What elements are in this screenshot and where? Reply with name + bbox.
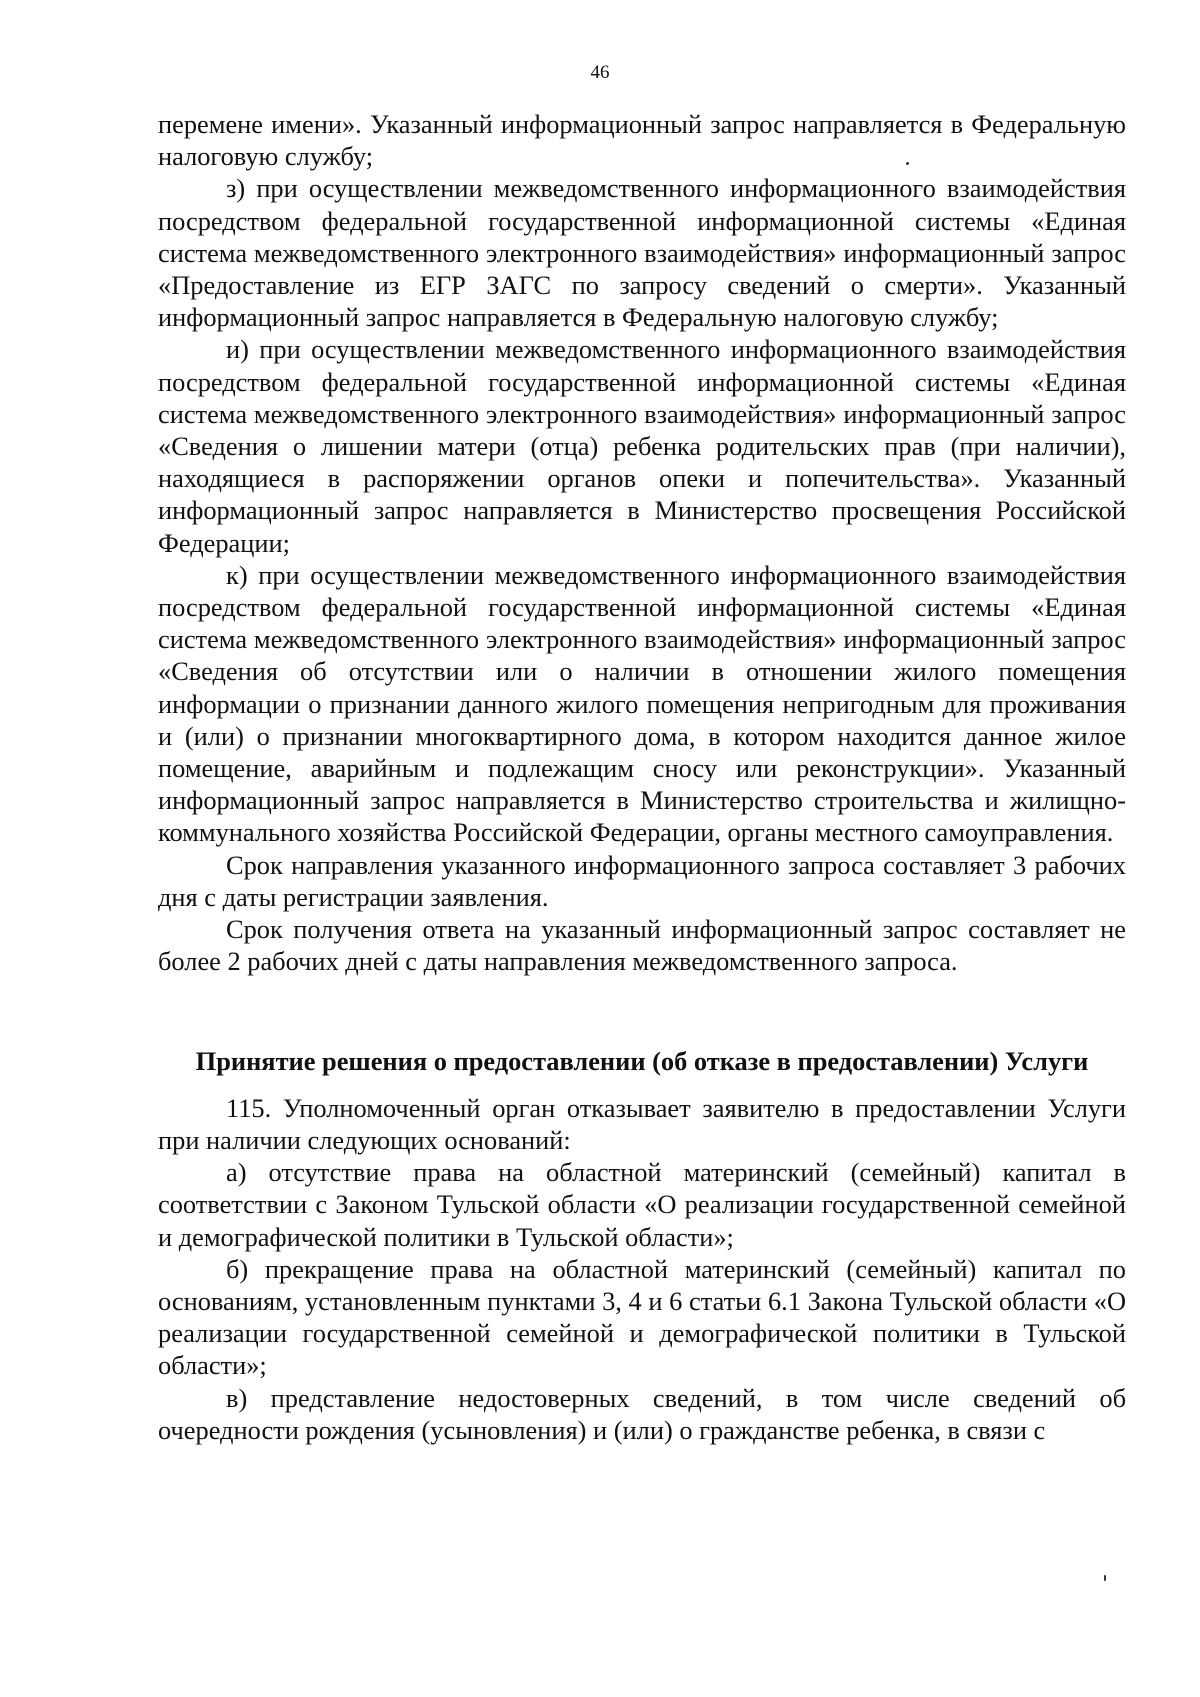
paragraph-item-i: и) при осуществлении межведомственного информационного взаимодействия посредством федеральной государственной информационной системы «Единая система межведомственного электронного взаимодействия» информационный запрос «Сведения о лишении матери (отца) ребенка родительских прав (при наличии), находящиеся в распоряжении органов опеки и попечительства». Указанный информационный запрос направляется в Министерство просвещения Российской Федерации; <box>158 334 1126 558</box>
paragraph-115: 115. Уполномоченный орган отказывает заявителю в предоставлении Услуги при наличии следующих оснований: <box>158 1092 1126 1155</box>
scan-speck <box>1104 1575 1106 1581</box>
paragraph-response-deadline: Срок получения ответа на указанный информационный запрос составляет не более 2 рабочих дней с даты направления межведомственного запроса. <box>158 914 1126 977</box>
paragraph-continuation: перемене имени». Указанный информационный запрос направляется в Федеральную налоговую службу; <box>158 109 1126 172</box>
paragraph-item-a: а) отсутствие права на областной материнский (семейный) капитал в соответствии с Законом Тульской области «О реализации государственной семейной и демографической политики в Тульской области»; <box>158 1157 1126 1252</box>
paragraph-item-z: з) при осуществлении межведомственного информационного взаимодействия посредством федеральной государственной информационной системы «Единая система межведомственного электронного взаимодействия» информационный запрос «Предоставление из ЕГР ЗАГС по запросу сведений о смерти». Указанный информационный запрос направляется в Федеральную налоговую службу; <box>158 173 1126 333</box>
paragraph-item-k: к) при осуществлении межведомственного информационного взаимодействия посредством федеральной государственной информационной системы «Единая система межведомственного электронного взаимодействия» информационный запрос «Сведения об отсутствии или о наличии в отношении жилого помещения информации о признании данного жилого помещения непригодным для проживания и (или) о признании многоквартирного дома, в котором находится данное жилое помещение, аварийным и подлежащим сносу или реконструкции». Указанный информационный запрос направляется в Министерство строительства и жилищно-коммунального хозяйства Российской Федерации, органы местного самоуправления. <box>158 559 1126 848</box>
paragraph-item-b: б) прекращение права на областной материнский (семейный) капитал по основаниям, установленным пунктами 3, 4 и 6 статьи 6.1 Закона Тульской области «О реализации государственной семейной и демографической политики в Тульской области»; <box>158 1253 1126 1381</box>
scan-speck <box>906 162 909 165</box>
paragraph-item-v: в) представление недостоверных сведений, в том числе сведений об очередности рождения (усыновления) и (или) о гражданстве ребенка, в связи с <box>158 1382 1126 1445</box>
page-number: 46 <box>590 62 610 83</box>
section-spacer <box>158 977 1126 1045</box>
heading-spacer <box>158 1078 1126 1092</box>
paragraph-request-deadline: Срок направления указанного информационного запроса составляет 3 рабочих дня с даты регистрации заявления. <box>158 849 1126 912</box>
document-body <box>158 108 1126 1446</box>
section-heading: Принятие решения о предоставлении (об отказе в предоставлении) Услуги <box>195 1046 1089 1077</box>
